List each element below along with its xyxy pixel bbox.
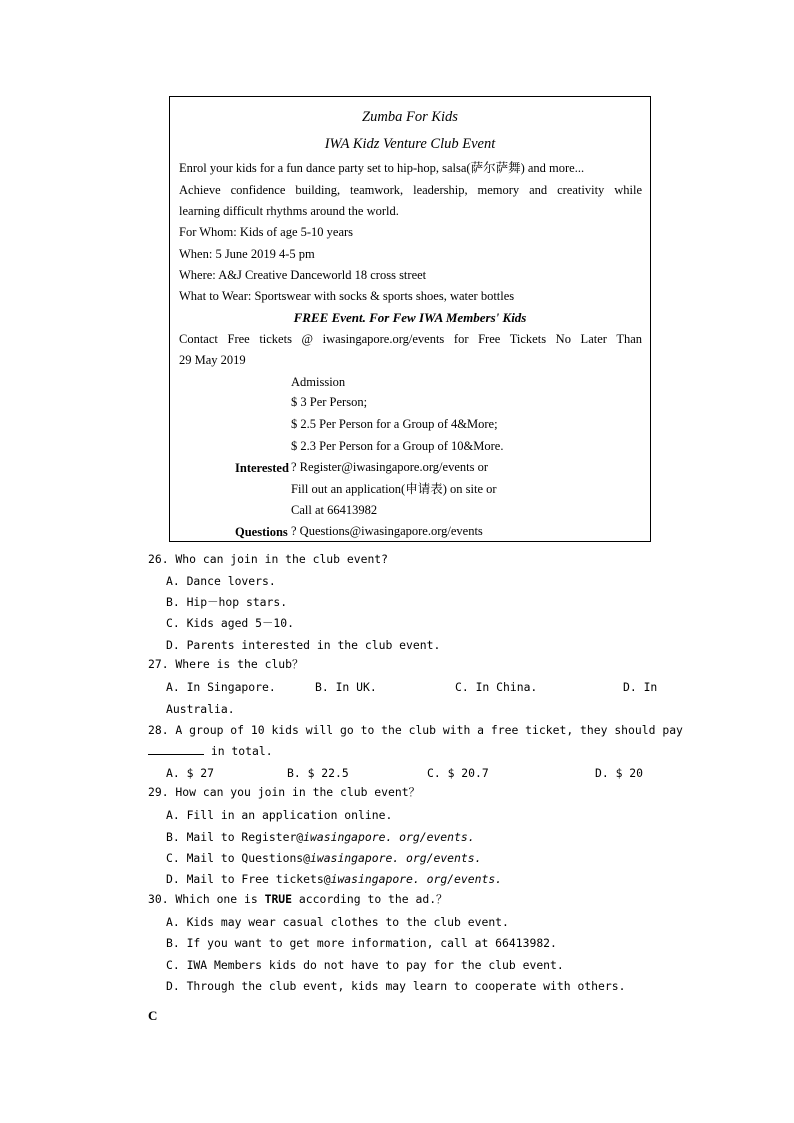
- ad-when: When: 5 June 2019 4-5 pm: [179, 247, 315, 261]
- question-28-stem-tail: in total.: [210, 744, 273, 758]
- ad-what-to-wear: What to Wear: Sportswear with socks & sports shoes, water bottles: [179, 289, 515, 303]
- ad-where: Where: A&J Creative Danceworld 18 cross street: [179, 268, 427, 282]
- question-28-option-b: B. $ 22.5: [287, 766, 349, 780]
- stem-prefix: 30. Which one is: [148, 892, 258, 906]
- admission-item: $ 2.5 Per Person for a Group of 4&More;: [291, 417, 498, 431]
- questions-contact: ? Questions@iwasingapore.org/events: [291, 524, 483, 538]
- ad-free-event: FREE Event. For Few IWA Members' Kids: [293, 310, 527, 325]
- question-30-option-d: D. Through the club event, kids may learn to cooperate with others.: [166, 979, 626, 993]
- question-27-stem: 27. Where is the club？: [148, 657, 304, 671]
- option-c-prefix: C. Mail to Questions@: [166, 851, 311, 865]
- admission-heading: Admission: [291, 375, 346, 389]
- question-29-option-d: [166, 871, 502, 887]
- question-27-option-d: D. In: [623, 680, 658, 694]
- question-29-option-c: [166, 850, 481, 866]
- question-30-option-c: C. IWA Members kids do not have to pay for the club event.: [166, 958, 564, 972]
- ad-intro-line-1: Enrol your kids for a fun dance party set to hip-hop, salsa(萨尔萨舞) and more...: [179, 161, 585, 175]
- section-label: C: [148, 1008, 158, 1023]
- stem-suffix: according to the ad.？: [298, 892, 448, 906]
- question-28-stem: 28. A group of 10 kids will go to the club with a free ticket, they should pay: [148, 723, 683, 737]
- question-26-option-c: C. Kids aged 5－10.: [166, 616, 294, 630]
- question-26-option-b: B. Hip－hop stars.: [166, 595, 288, 609]
- stem-emphasis: TRUE: [264, 892, 293, 906]
- interested-item: ? Register@iwasingapore.org/events or: [291, 460, 488, 474]
- ad-title: Zumba For Kids: [362, 109, 458, 125]
- question-30-option-b: B. If you want to get more information, call at 66413982.: [166, 936, 557, 950]
- question-28-option-a: A. $ 27: [166, 766, 215, 780]
- option-d-domain: iwasingapore. org/events.: [330, 872, 503, 886]
- ad-contact-line-1: Contact Free tickets @ iwasingapore.org/events for Free Tickets No Later Than: [179, 332, 642, 346]
- question-27-option-b: B. In UK.: [315, 680, 377, 694]
- question-28-option-c: C. $ 20.7: [427, 766, 489, 780]
- question-27-option-c: C. In China.: [455, 680, 538, 694]
- option-d-prefix: D. Mail to Free tickets@: [166, 872, 331, 886]
- question-26-stem: 26. Who can join in the club event?: [148, 552, 389, 566]
- ad-intro-line-3: learning difficult rhythms around the world.: [179, 204, 399, 218]
- question-29-stem: 29. How can you join in the club event？: [148, 785, 420, 799]
- option-b-prefix: B. Mail to Register@: [166, 830, 304, 844]
- admission-item: $ 2.3 Per Person for a Group of 10&More.: [291, 439, 504, 453]
- advertisement-box: [169, 96, 651, 542]
- interested-label: Interested: [235, 461, 289, 475]
- question-29-option-a: A. Fill in an application online.: [166, 808, 393, 822]
- question-28-option-d: D. $ 20: [595, 766, 644, 780]
- question-30-stem: [148, 891, 447, 907]
- ad-subtitle: IWA Kidz Venture Club Event: [324, 136, 496, 152]
- option-c-domain: iwasingapore. org/events.: [310, 851, 482, 865]
- ad-contact-line-2: 29 May 2019: [179, 353, 246, 367]
- question-26-option-d: D. Parents interested in the club event.: [166, 638, 441, 652]
- option-b-domain: iwasingapore. org/events.: [303, 830, 475, 844]
- admission-item: $ 3 Per Person;: [291, 395, 368, 409]
- question-28-stem-continued: [148, 743, 273, 759]
- question-26-option-a: A. Dance lovers.: [166, 574, 276, 588]
- answer-blank: [148, 743, 204, 755]
- interested-item: Fill out an application(申请表) on site or: [291, 482, 497, 496]
- ad-for-whom: For Whom: Kids of age 5-10 years: [179, 225, 354, 239]
- interested-item: Call at 66413982: [291, 503, 378, 517]
- question-30-option-a: A. Kids may wear casual clothes to the club event.: [166, 915, 509, 929]
- questions-label: Questions: [235, 525, 288, 539]
- question-29-option-b: [166, 829, 475, 845]
- question-27-option-d-continued: Australia.: [166, 702, 235, 716]
- ad-intro-line-2: Achieve confidence building, teamwork, leadership, memory and creativity while: [179, 183, 642, 197]
- question-27-option-a: A. In Singapore.: [166, 680, 276, 694]
